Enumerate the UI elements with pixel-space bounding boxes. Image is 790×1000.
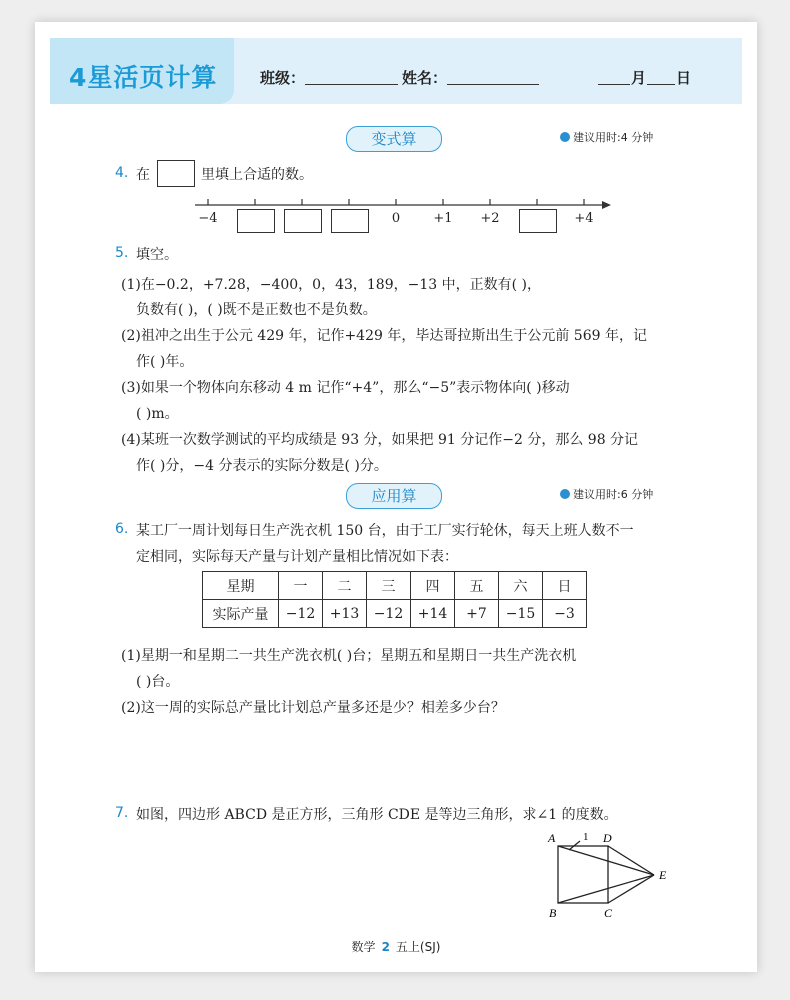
table-header-cell: 三 (367, 572, 411, 600)
table-cell: −3 (543, 600, 587, 628)
q5-line: 作( )年。 (136, 354, 194, 370)
q5-line: 填空。 (136, 247, 178, 263)
time-tip-text: 建议用时:6 分钟 (573, 488, 654, 501)
table-row (203, 572, 587, 600)
question-number: 6. (115, 521, 129, 537)
table-header-cell: 日 (543, 572, 587, 600)
q6-line: 定相同，实际每天产量与计划产量相比情况如下表： (136, 549, 458, 565)
page-footer (35, 938, 757, 955)
footer-subject: 数学 (351, 940, 376, 954)
question-number: 4. (115, 165, 129, 181)
table-cell: −15 (499, 600, 543, 628)
tick-label: −4 (198, 211, 218, 226)
table-cell: +7 (455, 600, 499, 628)
answer-box[interactable] (237, 209, 275, 233)
q5-line: 负数有( )，( )既不是正数也不是负数。 (136, 302, 377, 318)
day-label: 日 (676, 69, 692, 87)
geometry-figure (545, 827, 705, 927)
table-header-cell: 二 (323, 572, 367, 600)
q5-line: (4)某班一次数学测试的平均成绩是 93 分，如果把 91 分记作−2 分，那么 98 分记 (121, 432, 639, 448)
label-a: A (548, 831, 556, 845)
tick-label: +2 (480, 211, 500, 226)
tick-label: +4 (574, 211, 594, 226)
label-c: C (604, 906, 613, 920)
q4-text-after: 里填上合适的数。 (201, 167, 313, 183)
page-number: 2 (381, 940, 390, 954)
time-tip (560, 486, 653, 502)
table-header-cell: 一 (279, 572, 323, 600)
table-cell: −12 (367, 600, 411, 628)
table-cell: +14 (411, 600, 455, 628)
q5-line: (2)祖冲之出生于公元 429 年，记作+429 年，毕达哥拉斯出生于公元前 569 年，记 (121, 328, 647, 344)
q6-line: 某工厂一周计划每日生产洗衣机 150 台，由于工厂实行轮休，每天上班人数不一 (136, 523, 634, 539)
class-field[interactable] (305, 69, 398, 85)
answer-box[interactable] (157, 160, 195, 187)
section-title-pill: 应用算 (346, 483, 442, 509)
table-header-cell: 星期 (203, 572, 279, 600)
q7-text: 如图，四边形 ABCD 是正方形，三角形 CDE 是等边三角形，求∠1 的度数。 (136, 807, 618, 823)
q6-sub-line: (2)这一周的实际总产量比计划总产量多还是少？相差多少台？ (121, 700, 505, 716)
q6-sub-line: (1)星期一和星期二一共生产洗衣机( )台；星期五和星期日一共生产洗衣机 (121, 648, 577, 664)
label-b: B (549, 906, 557, 920)
production-table (202, 571, 587, 628)
clock-icon (560, 489, 570, 499)
tick-label: 0 (391, 211, 401, 226)
answer-box[interactable] (519, 209, 557, 233)
section-title-pill: 变式算 (346, 126, 442, 152)
answer-box[interactable] (284, 209, 322, 233)
month-label: 月 (631, 69, 647, 87)
question-number: 7. (115, 805, 129, 821)
label-d: D (603, 831, 612, 845)
question-number: 5. (115, 245, 129, 261)
table-cell: −12 (279, 600, 323, 628)
tick-label: +1 (433, 211, 453, 226)
time-tip (560, 129, 653, 145)
day-field[interactable] (647, 69, 675, 85)
clock-icon (560, 132, 570, 142)
class-label: 班级： (260, 69, 306, 87)
brand-title: 4星活页计算 (69, 63, 218, 92)
table-cell: 实际产量 (203, 600, 279, 628)
name-field[interactable] (447, 69, 539, 85)
footer-grade: 五上(SJ) (395, 940, 441, 954)
table-header-cell: 六 (499, 572, 543, 600)
table-header-cell: 四 (411, 572, 455, 600)
q5-line: ( )m。 (136, 406, 179, 422)
label-e: E (659, 868, 667, 882)
table-cell: +13 (323, 600, 367, 628)
q6-sub-line: ( )台。 (136, 674, 180, 690)
q4-text-before: 在 (136, 167, 150, 183)
table-header-cell: 五 (455, 572, 499, 600)
q5-line: 作( )分，−4 分表示的实际分数是( )分。 (136, 458, 388, 474)
q5-line: (3)如果一个物体向东移动 4 m 记作“+4”，那么“−5”表示物体向( )移动 (121, 380, 570, 396)
month-field[interactable] (598, 69, 630, 85)
angle-label: 1 (583, 831, 589, 843)
worksheet-page (35, 22, 757, 972)
table-row (203, 600, 587, 628)
answer-box[interactable] (331, 209, 369, 233)
time-tip-text: 建议用时:4 分钟 (573, 131, 654, 144)
q5-line: (1)在−0.2，+7.28，−400，0，43，189，−13 中，正数有( )， (121, 277, 541, 293)
name-label: 姓名： (402, 69, 448, 87)
